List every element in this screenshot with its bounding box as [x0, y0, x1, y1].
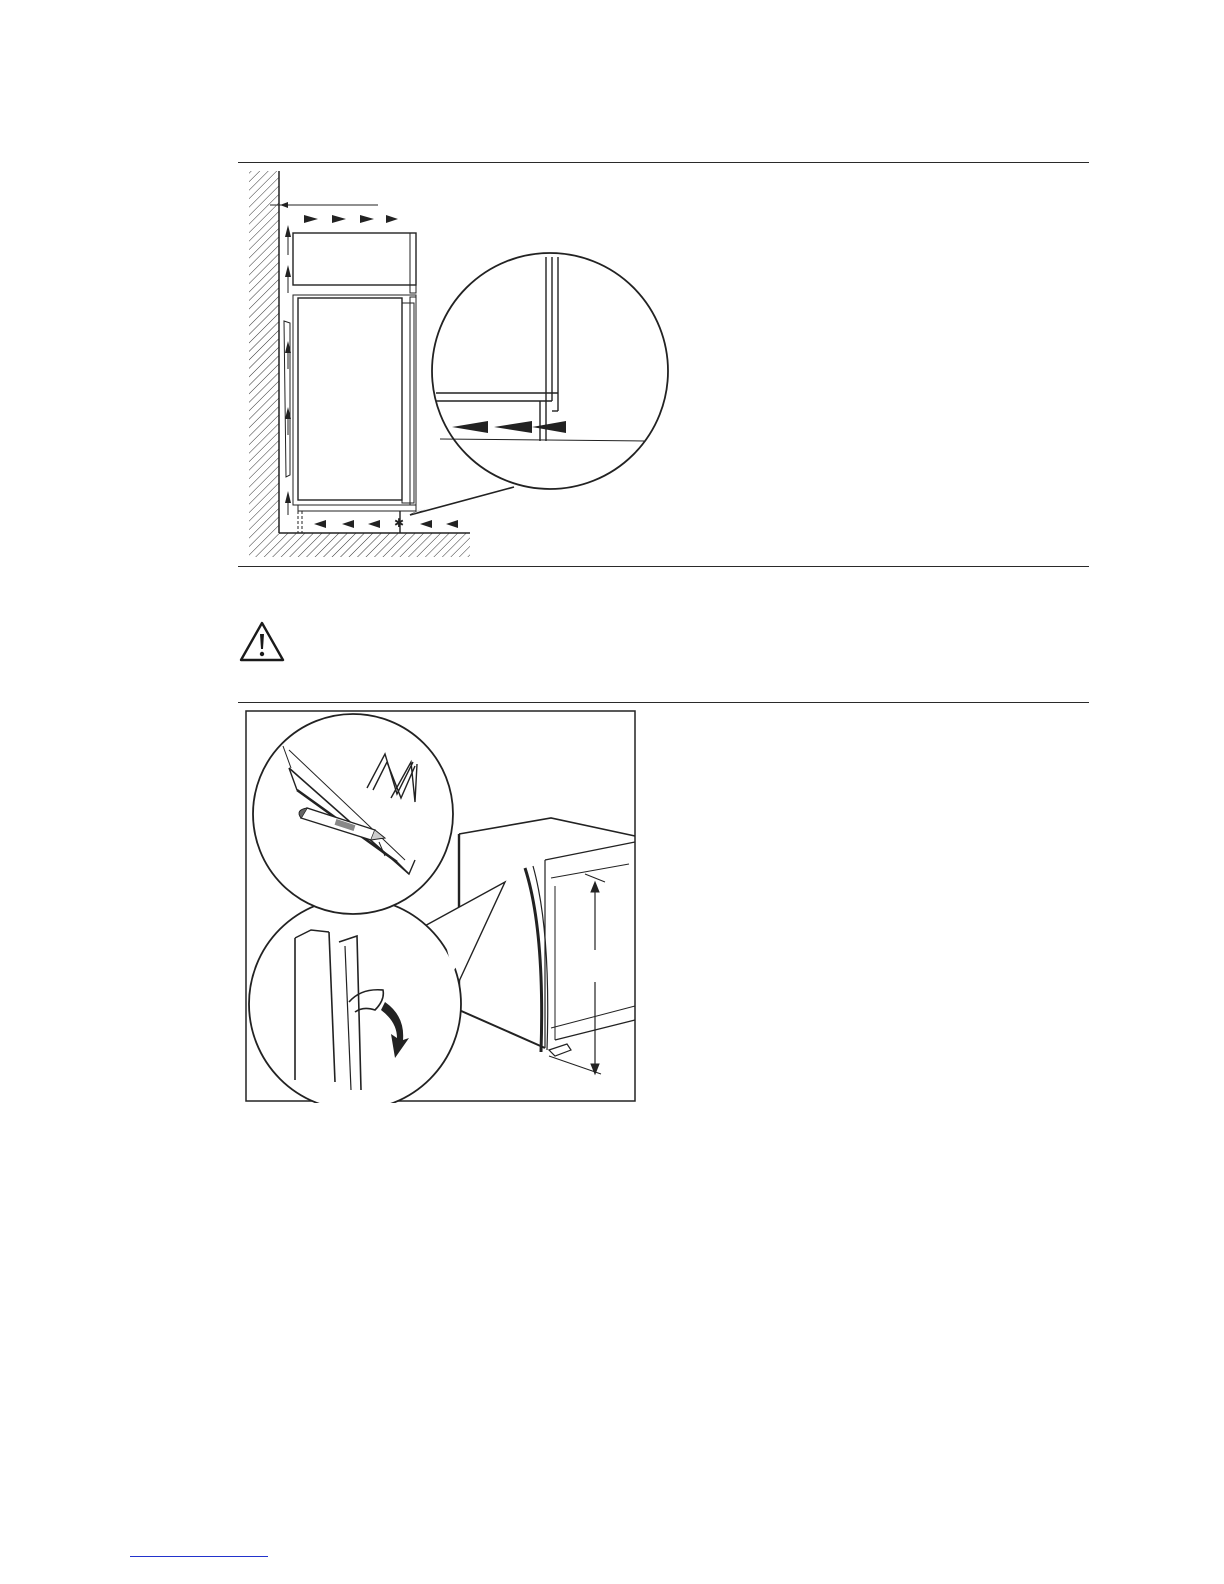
detail-callout — [410, 253, 668, 515]
middle-divider — [238, 566, 1089, 567]
footer-link[interactable] — [130, 1556, 268, 1557]
wall — [249, 171, 279, 533]
upper-cabinet — [293, 233, 416, 285]
cut-detail-callout — [253, 714, 453, 914]
lower-divider — [238, 702, 1089, 703]
appliance-body — [298, 298, 402, 500]
floor — [249, 533, 470, 557]
ventilation-diagram — [240, 165, 680, 563]
warning-triangle-icon — [238, 620, 286, 664]
airflow-arrow-icon — [304, 215, 398, 223]
top-divider — [238, 162, 1089, 163]
svg-text:✱: ✱ — [393, 516, 405, 530]
gasket-diagram — [245, 710, 636, 1103]
